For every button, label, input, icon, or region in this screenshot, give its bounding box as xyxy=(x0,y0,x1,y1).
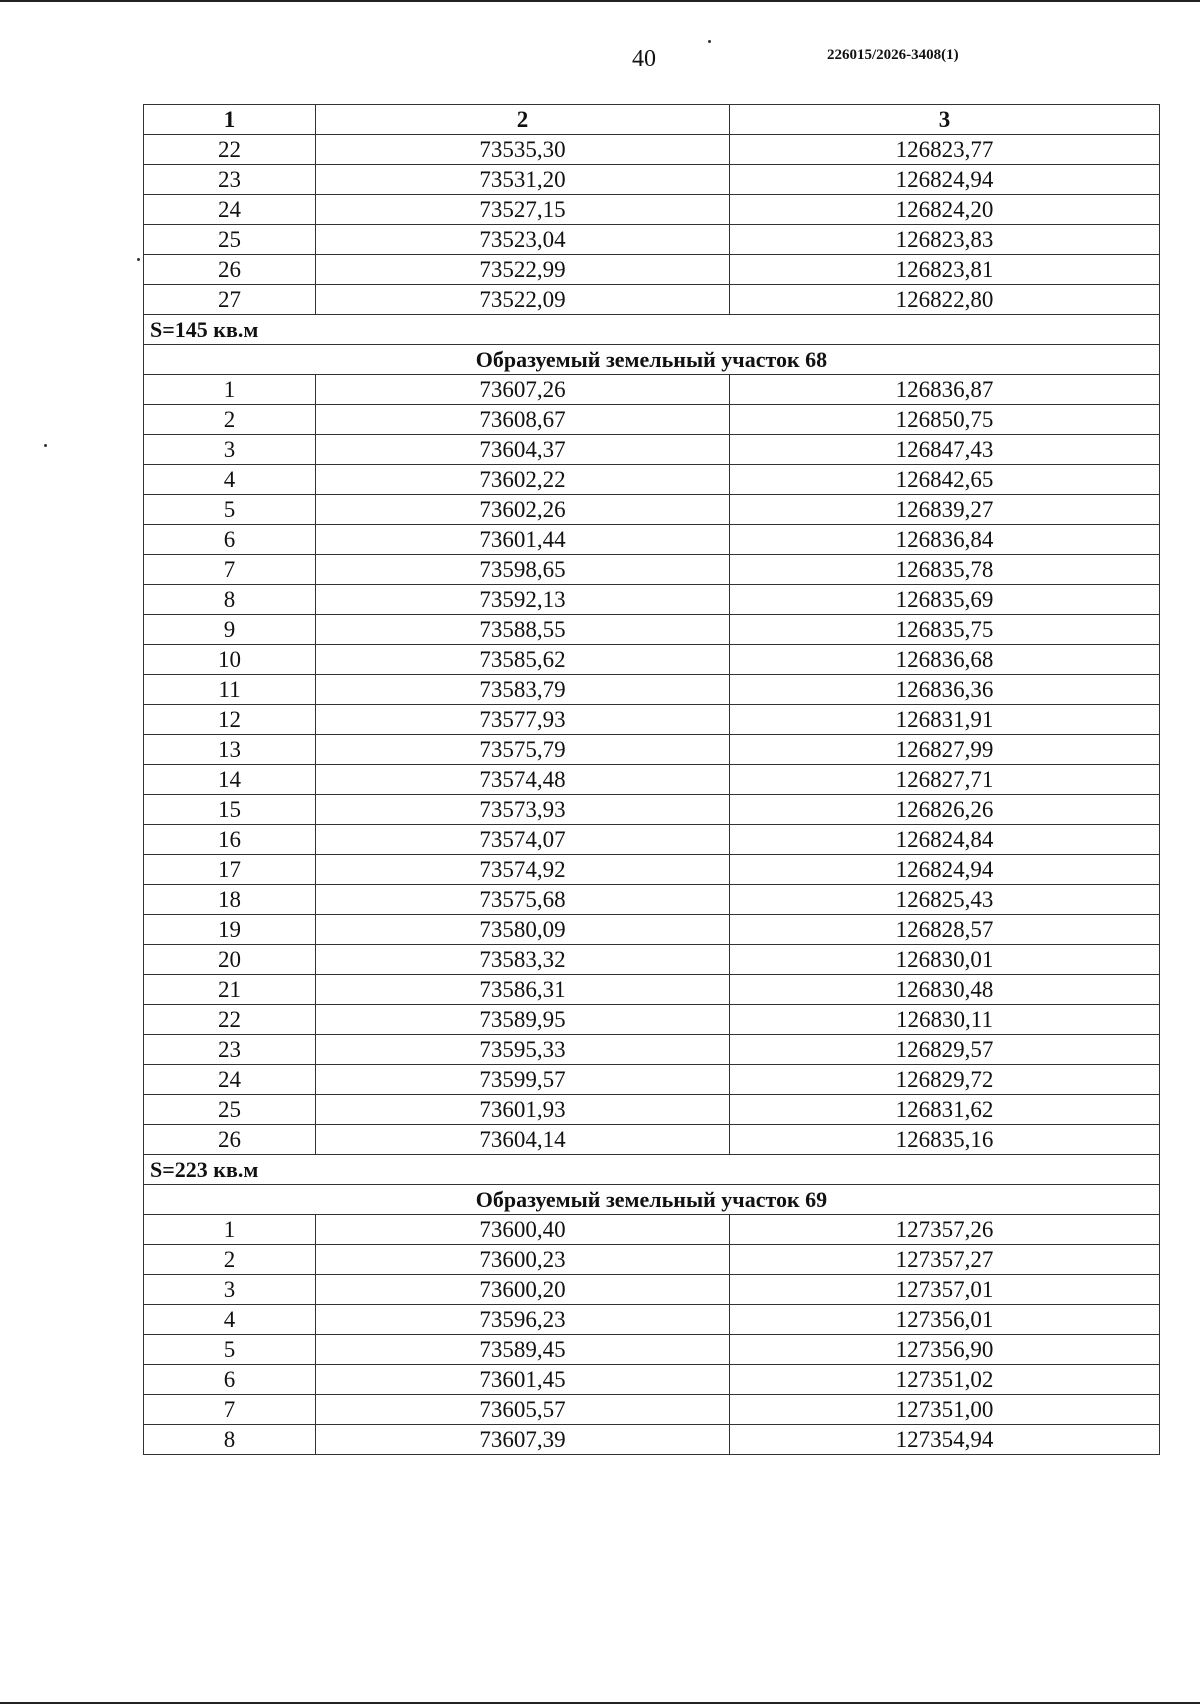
y-coordinate-cell: 126836,68 xyxy=(730,645,1160,675)
table-row xyxy=(144,1125,1160,1155)
table-row xyxy=(144,1005,1160,1035)
y-coordinate-cell: 126829,57 xyxy=(730,1035,1160,1065)
y-coordinate-cell: 126829,72 xyxy=(730,1065,1160,1095)
point-number-cell: 6 xyxy=(144,1365,316,1395)
x-coordinate-cell: 73602,26 xyxy=(316,495,730,525)
x-coordinate-cell: 73607,39 xyxy=(316,1425,730,1455)
section-title: Образуемый земельный участок 68 xyxy=(144,345,1160,375)
bottom-rule xyxy=(0,1702,1200,1704)
y-coordinate-cell: 126835,16 xyxy=(730,1125,1160,1155)
table-row xyxy=(144,945,1160,975)
table-row xyxy=(144,585,1160,615)
y-coordinate-cell: 126824,94 xyxy=(730,855,1160,885)
scan-speck xyxy=(44,444,47,447)
y-coordinate-cell: 126824,84 xyxy=(730,825,1160,855)
table-row xyxy=(144,855,1160,885)
y-coordinate-cell: 126836,84 xyxy=(730,525,1160,555)
table-row xyxy=(144,795,1160,825)
x-coordinate-cell: 73574,48 xyxy=(316,765,730,795)
area-label: S=145 кв.м xyxy=(144,315,1160,345)
table-row xyxy=(144,1395,1160,1425)
y-coordinate-cell: 126835,78 xyxy=(730,555,1160,585)
x-coordinate-cell: 73604,37 xyxy=(316,435,730,465)
table-row xyxy=(144,375,1160,405)
point-number-cell: 4 xyxy=(144,465,316,495)
x-coordinate-cell: 73598,65 xyxy=(316,555,730,585)
table-row xyxy=(144,1215,1160,1245)
point-number-cell: 25 xyxy=(144,225,316,255)
y-coordinate-cell: 126835,69 xyxy=(730,585,1160,615)
point-number-cell: 6 xyxy=(144,525,316,555)
point-number-cell: 27 xyxy=(144,285,316,315)
table-row xyxy=(144,915,1160,945)
point-number-cell: 26 xyxy=(144,255,316,285)
x-coordinate-cell: 73535,30 xyxy=(316,135,730,165)
y-coordinate-cell: 126824,20 xyxy=(730,195,1160,225)
area-label-row xyxy=(144,1155,1160,1185)
document-reference: 226015/2026-3408(1) xyxy=(827,47,959,63)
point-number-cell: 13 xyxy=(144,735,316,765)
x-coordinate-cell: 73575,68 xyxy=(316,885,730,915)
x-coordinate-cell: 73574,07 xyxy=(316,825,730,855)
table-row xyxy=(144,1305,1160,1335)
point-number-cell: 14 xyxy=(144,765,316,795)
point-number-cell: 26 xyxy=(144,1125,316,1155)
table-row xyxy=(144,735,1160,765)
x-coordinate-cell: 73605,57 xyxy=(316,1395,730,1425)
x-coordinate-cell: 73604,14 xyxy=(316,1125,730,1155)
y-coordinate-cell: 126836,36 xyxy=(730,675,1160,705)
table-row xyxy=(144,465,1160,495)
y-coordinate-cell: 127351,02 xyxy=(730,1365,1160,1395)
x-coordinate-cell: 73589,95 xyxy=(316,1005,730,1035)
table-row xyxy=(144,405,1160,435)
x-coordinate-cell: 73522,09 xyxy=(316,285,730,315)
x-coordinate-cell: 73601,93 xyxy=(316,1095,730,1125)
table-row xyxy=(144,135,1160,165)
point-number-cell: 22 xyxy=(144,135,316,165)
x-coordinate-cell: 73592,13 xyxy=(316,585,730,615)
x-coordinate-cell: 73531,20 xyxy=(316,165,730,195)
point-number-cell: 5 xyxy=(144,495,316,525)
point-number-cell: 16 xyxy=(144,825,316,855)
y-coordinate-cell: 126831,62 xyxy=(730,1095,1160,1125)
y-coordinate-cell: 126830,48 xyxy=(730,975,1160,1005)
x-coordinate-cell: 73588,55 xyxy=(316,615,730,645)
point-number-cell: 11 xyxy=(144,675,316,705)
table-row xyxy=(144,765,1160,795)
y-coordinate-cell: 127357,26 xyxy=(730,1215,1160,1245)
y-coordinate-cell: 126830,01 xyxy=(730,945,1160,975)
point-number-cell: 18 xyxy=(144,885,316,915)
point-number-cell: 17 xyxy=(144,855,316,885)
x-coordinate-cell: 73523,04 xyxy=(316,225,730,255)
y-coordinate-cell: 126822,80 xyxy=(730,285,1160,315)
x-coordinate-cell: 73599,57 xyxy=(316,1065,730,1095)
x-coordinate-cell: 73601,44 xyxy=(316,525,730,555)
y-coordinate-cell: 126836,87 xyxy=(730,375,1160,405)
x-coordinate-cell: 73596,23 xyxy=(316,1305,730,1335)
table-row xyxy=(144,1275,1160,1305)
area-label-row xyxy=(144,315,1160,345)
section-title-row xyxy=(144,1185,1160,1215)
scan-speck xyxy=(137,258,140,261)
y-coordinate-cell: 126826,26 xyxy=(730,795,1160,825)
table-row xyxy=(144,1335,1160,1365)
column-header: 1 xyxy=(144,105,316,135)
table-row xyxy=(144,255,1160,285)
y-coordinate-cell: 126823,81 xyxy=(730,255,1160,285)
point-number-cell: 9 xyxy=(144,615,316,645)
table-row xyxy=(144,1065,1160,1095)
x-coordinate-cell: 73595,33 xyxy=(316,1035,730,1065)
table-row xyxy=(144,225,1160,255)
table-row xyxy=(144,195,1160,225)
y-coordinate-cell: 126839,27 xyxy=(730,495,1160,525)
page-number: 40 xyxy=(632,46,656,72)
x-coordinate-cell: 73600,23 xyxy=(316,1245,730,1275)
y-coordinate-cell: 126825,43 xyxy=(730,885,1160,915)
y-coordinate-cell: 126827,71 xyxy=(730,765,1160,795)
x-coordinate-cell: 73583,32 xyxy=(316,945,730,975)
table-row xyxy=(144,165,1160,195)
y-coordinate-cell: 126835,75 xyxy=(730,615,1160,645)
point-number-cell: 1 xyxy=(144,1215,316,1245)
section-title: Образуемый земельный участок 69 xyxy=(144,1185,1160,1215)
point-number-cell: 7 xyxy=(144,1395,316,1425)
table-row xyxy=(144,1095,1160,1125)
y-coordinate-cell: 126830,11 xyxy=(730,1005,1160,1035)
point-number-cell: 7 xyxy=(144,555,316,585)
point-number-cell: 24 xyxy=(144,1065,316,1095)
x-coordinate-cell: 73574,92 xyxy=(316,855,730,885)
table-row xyxy=(144,285,1160,315)
table-row xyxy=(144,645,1160,675)
table-row xyxy=(144,1035,1160,1065)
point-number-cell: 23 xyxy=(144,165,316,195)
y-coordinate-cell: 126824,94 xyxy=(730,165,1160,195)
section-title-row xyxy=(144,345,1160,375)
column-header: 3 xyxy=(730,105,1160,135)
point-number-cell: 12 xyxy=(144,705,316,735)
point-number-cell: 8 xyxy=(144,1425,316,1455)
x-coordinate-cell: 73527,15 xyxy=(316,195,730,225)
table-row xyxy=(144,1245,1160,1275)
area-label: S=223 кв.м xyxy=(144,1155,1160,1185)
y-coordinate-cell: 126842,65 xyxy=(730,465,1160,495)
point-number-cell: 20 xyxy=(144,945,316,975)
x-coordinate-cell: 73608,67 xyxy=(316,405,730,435)
top-rule xyxy=(0,0,1200,2)
y-coordinate-cell: 126850,75 xyxy=(730,405,1160,435)
point-number-cell: 8 xyxy=(144,585,316,615)
y-coordinate-cell: 127357,01 xyxy=(730,1275,1160,1305)
table-row xyxy=(144,825,1160,855)
table-row xyxy=(144,495,1160,525)
x-coordinate-cell: 73522,99 xyxy=(316,255,730,285)
point-number-cell: 23 xyxy=(144,1035,316,1065)
x-coordinate-cell: 73575,79 xyxy=(316,735,730,765)
table-row xyxy=(144,705,1160,735)
y-coordinate-cell: 126827,99 xyxy=(730,735,1160,765)
y-coordinate-cell: 127357,27 xyxy=(730,1245,1160,1275)
x-coordinate-cell: 73583,79 xyxy=(316,675,730,705)
column-header: 2 xyxy=(316,105,730,135)
x-coordinate-cell: 73601,45 xyxy=(316,1365,730,1395)
table-row xyxy=(144,1425,1160,1455)
point-number-cell: 25 xyxy=(144,1095,316,1125)
table-row xyxy=(144,525,1160,555)
point-number-cell: 4 xyxy=(144,1305,316,1335)
point-number-cell: 24 xyxy=(144,195,316,225)
point-number-cell: 19 xyxy=(144,915,316,945)
y-coordinate-cell: 127351,00 xyxy=(730,1395,1160,1425)
point-number-cell: 2 xyxy=(144,1245,316,1275)
table-row xyxy=(144,1365,1160,1395)
point-number-cell: 22 xyxy=(144,1005,316,1035)
x-coordinate-cell: 73600,20 xyxy=(316,1275,730,1305)
x-coordinate-cell: 73573,93 xyxy=(316,795,730,825)
y-coordinate-cell: 126828,57 xyxy=(730,915,1160,945)
x-coordinate-cell: 73585,62 xyxy=(316,645,730,675)
table-row xyxy=(144,885,1160,915)
y-coordinate-cell: 126831,91 xyxy=(730,705,1160,735)
point-number-cell: 15 xyxy=(144,795,316,825)
x-coordinate-cell: 73600,40 xyxy=(316,1215,730,1245)
x-coordinate-cell: 73580,09 xyxy=(316,915,730,945)
table-row xyxy=(144,435,1160,465)
x-coordinate-cell: 73607,26 xyxy=(316,375,730,405)
scan-speck xyxy=(708,40,711,43)
table-header-row xyxy=(144,105,1160,135)
x-coordinate-cell: 73602,22 xyxy=(316,465,730,495)
y-coordinate-cell: 127356,90 xyxy=(730,1335,1160,1365)
y-coordinate-cell: 126823,83 xyxy=(730,225,1160,255)
y-coordinate-cell: 126823,77 xyxy=(730,135,1160,165)
table-row xyxy=(144,615,1160,645)
table-row xyxy=(144,975,1160,1005)
x-coordinate-cell: 73589,45 xyxy=(316,1335,730,1365)
table-row xyxy=(144,555,1160,585)
coordinates-table xyxy=(143,104,1160,1455)
table-row xyxy=(144,675,1160,705)
point-number-cell: 5 xyxy=(144,1335,316,1365)
point-number-cell: 2 xyxy=(144,405,316,435)
point-number-cell: 10 xyxy=(144,645,316,675)
y-coordinate-cell: 127354,94 xyxy=(730,1425,1160,1455)
x-coordinate-cell: 73577,93 xyxy=(316,705,730,735)
point-number-cell: 3 xyxy=(144,1275,316,1305)
point-number-cell: 21 xyxy=(144,975,316,1005)
y-coordinate-cell: 126847,43 xyxy=(730,435,1160,465)
point-number-cell: 3 xyxy=(144,435,316,465)
y-coordinate-cell: 127356,01 xyxy=(730,1305,1160,1335)
x-coordinate-cell: 73586,31 xyxy=(316,975,730,1005)
point-number-cell: 1 xyxy=(144,375,316,405)
